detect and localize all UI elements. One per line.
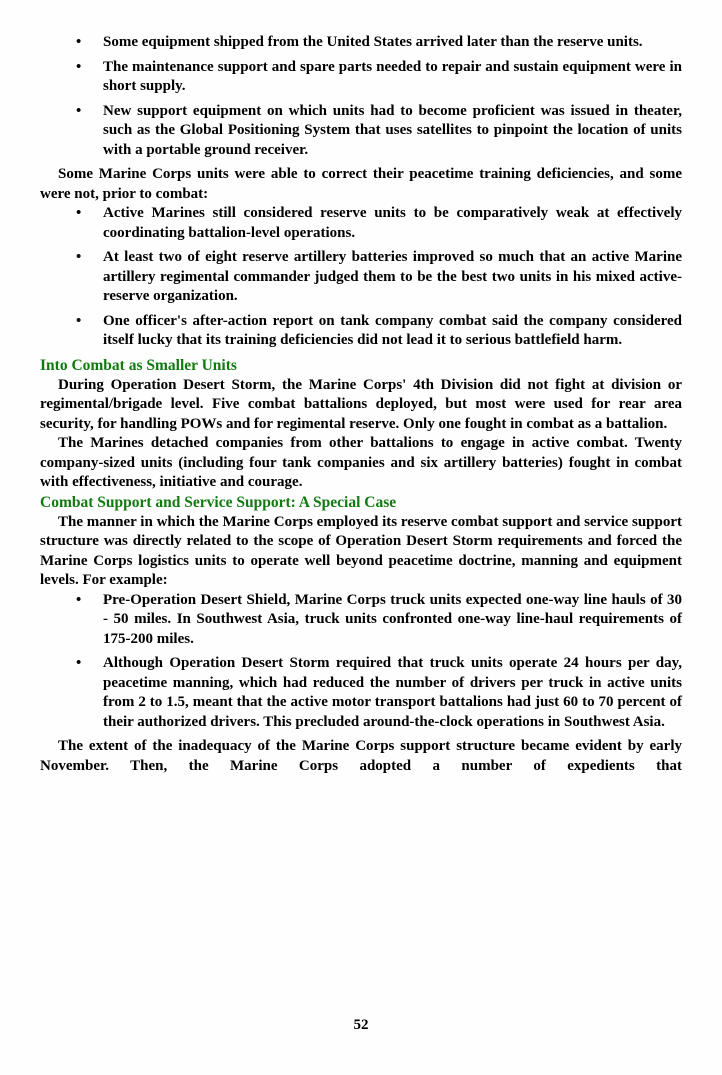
- list-item: • Active Marines still considered reserve units to be comparatively weak at effectively coordinating battalion-level operations.: [103, 204, 682, 243]
- list-item: • Some equipment shipped from the United States arrived later than the reserve units.: [103, 33, 682, 53]
- list-item: • Although Operation Desert Storm required that truck units operate 24 hours per day, peacetime manning, which had reduced the number of drivers per truck in active units from 2 to 1.5, meant that the active motor transport battalions had just 60 to 70 percent of their authorized drivers. This precluded around-the-clock operations in Southwest Asia.: [103, 654, 682, 732]
- page-number: 52: [353, 1017, 369, 1033]
- paragraph-reserve-support-structure: The manner in which the Marine Corps employed its reserve combat support and service support structure was directly related to the scope of Operation Desert Storm requirements and forced the Marine Corps logistics units to operate well beyond peacetime doctrine, manning and equipment levels. For example:: [40, 513, 682, 588]
- section-heading-into-combat: Into Combat as Smaller Units: [40, 356, 237, 374]
- list-item: • At least two of eight reserve artillery batteries improved so much that an active Marine artillery regimental commander judged them to be the best two units in his mixed active-reserve organization.: [103, 248, 682, 307]
- paragraph-training-deficiencies: Some Marine Corps units were able to correct their peacetime training deficiencies, and some were not, prior to combat:: [40, 166, 682, 202]
- section-heading-combat-support: Combat Support and Service Support: A Special Case: [40, 493, 397, 511]
- list-item: • The maintenance support and spare parts needed to repair and sustain equipment were in short supply.: [103, 58, 682, 97]
- bullet-list-logistics-examples: [40, 591, 682, 733]
- paragraph-desert-storm-4th-division: During Operation Desert Storm, the Marine Corps' 4th Division did not fight at division or regimental/brigade level. Five combat battalions deployed, but most were used for rear area security, for handling POWs and for regimental reserve. Only one fought in combat as a battalion.: [40, 376, 682, 432]
- bullet-list-training-outcomes: [40, 204, 682, 351]
- paragraph-inadequacy-evident: The extent of the inadequacy of the Marine Corps support structure became evident by early November. Then, the Marine Corps adopted a number of expedients that: [40, 738, 682, 774]
- list-item: • One officer's after-action report on tank company combat said the company considered itself lucky that its training deficiencies did not lead it to serious battlefield harm.: [103, 312, 682, 351]
- bullet-list-equipment-issues: [40, 33, 682, 160]
- list-item: • New support equipment on which units had to become proficient was issued in theater, such as the Global Positioning System that uses satellites to pinpoint the location of units with a portable ground receiver.: [103, 102, 682, 161]
- paragraph-detached-companies: The Marines detached companies from other battalions to engage in active combat. Twenty company-sized units (including four tank companies and six artillery batteries) fought in combat with effectiveness, initiative and courage.: [40, 435, 682, 490]
- list-item: • Pre-Operation Desert Shield, Marine Corps truck units expected one-way line hauls of 30 - 50 miles. In Southwest Asia, truck units confronted one-way line-haul requirements of 175-200 miles.: [103, 591, 682, 650]
